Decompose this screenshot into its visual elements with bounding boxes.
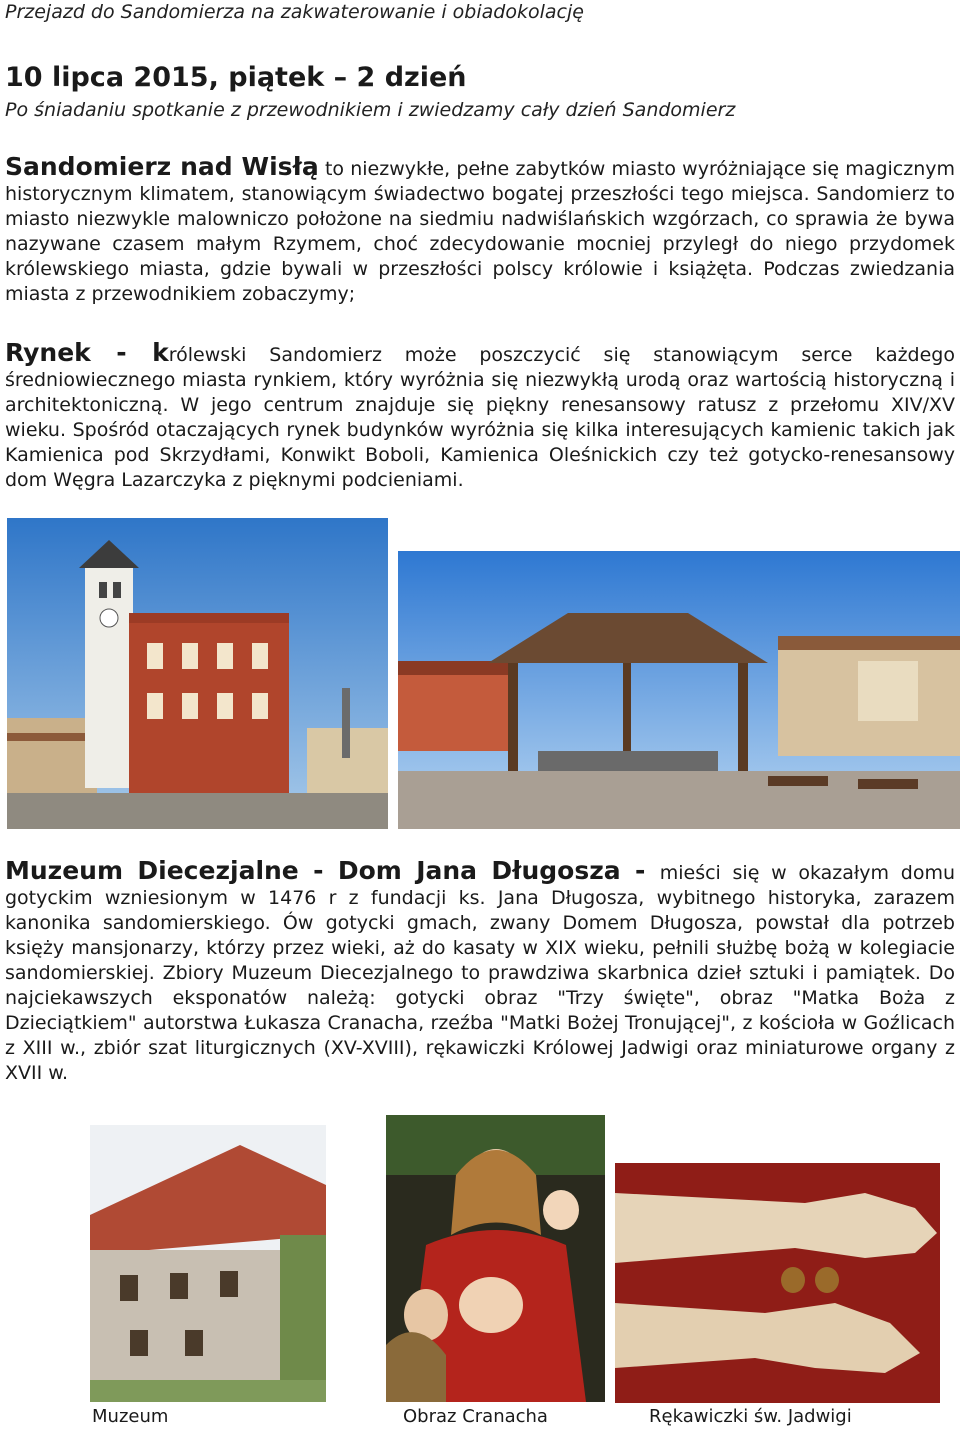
- muzeum-text: mieści się w okazałym domu gotyckim wzniesionym w 1476 r z fundacji ks. Jana Długosza, wybitnego historyka, zarazem kanonika sandomierskiego. Ów gotycki gmach, zwany Domem Długosza, powstał dla potrzeb księży mansjonarzy, którzy przez wieki, aż do kasaty w XIX wieku, pełnili służbę bożą w kolegiacie sandomierskiej. Zbiory Muzeum Diecezjalnego to prawdziwa skarbnica dzieł sztuki i pamiątek. Do najciekawszych eksponatów należą: gotycki obraz "Trzy święte", obraz "Matka Boża z Dzieciątkiem" autorstwa Łukasza Cranacha, rzeźba "Matki Bożej Tronującej", z kościoła w Goźlicach z XIII w., zbiór szat liturgicznych (XV-XVIII), rękawiczki Królowej Jadwigi oraz miniaturowe organy z XVII w.: [5, 862, 955, 1084]
- sandomierz-paragraph: [5, 154, 955, 307]
- muzeum-lead: Muzeum Diecezjalne - Dom Jana Długosza -: [5, 856, 660, 885]
- intro-line: Przejazd do Sandomierza na zakwaterowanie i obiadokolację: [5, 1, 584, 23]
- sandomierz-lead: Sandomierz nad Wisłą: [5, 152, 319, 181]
- museum-photo: [90, 1125, 326, 1402]
- caption-gloves: Rękawiczki św. Jadwigi: [649, 1406, 852, 1427]
- rynek-paragraph: [5, 340, 955, 493]
- day-subheading: Po śniadaniu spotkanie z przewodnikiem i zwiedzamy cały dzień Sandomierz: [5, 99, 736, 121]
- rynek-lead: Rynek - k: [5, 338, 169, 367]
- gloves-photo: [615, 1163, 940, 1403]
- market-well-photo: [398, 551, 960, 829]
- caption-painting: Obraz Cranacha: [403, 1406, 548, 1427]
- rynek-text: rólewski Sandomierz może poszczycić się stanowiącym serce każdego średniowiecznego miasta rynkiem, który wyróżnia się niezwykłą urodą oraz wartością historyczną i architektoniczną. W jego centrum znajduje się piękny renesansowy ratusz z przełomu XIV/XV wieku. Spośród otaczających rynek budynków wyróżnia się kilka interesujących kamienic takich jak Kamienica pod Skrzydłami, Konwikt Boboli, Kamienica Oleśnickich czy też gotycko-renesansowy dom Węgra Lazarczyka z pięknymi podcieniami.: [5, 344, 955, 491]
- cranach-painting-photo: [386, 1115, 605, 1402]
- town-hall-photo: [7, 518, 388, 829]
- sandomierz-text: to niezwykłe, pełne zabytków miasto wyróżniające się magicznym historycznym klimatem, stanowiącym świadectwo bogatej przeszłości tego miejsca. Sandomierz to miasto niezwykle malowniczo położone na siedmiu nadwiślańskich wzgórzach, co sprawia że bywa nazywane czasem małym Rzymem, choć zdecydowanie mocniej przyległ do niego przydomek królewskiego miasta, gdzie bywali w przeszłości polscy królowie i książęta. Podczas zwiedzania miasta z przewodnikiem zobaczymy;: [5, 158, 955, 305]
- muzeum-paragraph: [5, 858, 955, 1086]
- day-heading: 10 lipca 2015, piątek – 2 dzień: [5, 62, 467, 93]
- caption-museum: Muzeum: [92, 1406, 169, 1427]
